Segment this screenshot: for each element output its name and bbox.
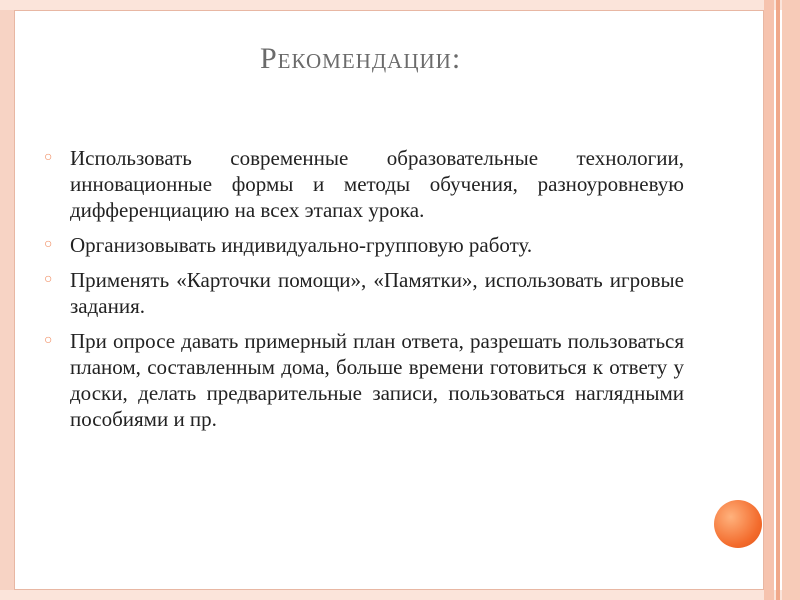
list-item-text: При опросе давать примерный план ответа, разрешать пользоваться планом, составленным дома, больше времени готовиться к ответу у доски, делать предварительные записи, пользоваться наглядными пособиями и пр. — [70, 329, 684, 431]
list-item-text: Использовать современные образовательные технологии, инновационные формы и методы обучения, разноуровневую дифференциацию на всех этапах урока. — [70, 146, 684, 222]
bullet-icon: ○ — [44, 333, 53, 348]
slide-title: Рекомендации: — [260, 42, 462, 75]
stripe — [776, 0, 780, 600]
top-border-decoration — [0, 0, 800, 10]
stripe — [764, 0, 774, 600]
list-item — [44, 267, 684, 319]
bottom-border-decoration — [0, 590, 800, 600]
list-item — [44, 145, 684, 223]
stripe — [782, 0, 800, 600]
list-item — [44, 328, 684, 432]
list-item-text: Применять «Карточки помощи», «Памятки», использовать игровые задания. — [70, 268, 684, 318]
left-border-decoration — [0, 0, 14, 600]
bullet-icon: ○ — [44, 272, 53, 287]
list-item — [44, 232, 684, 258]
bullet-icon: ○ — [44, 150, 53, 165]
orange-circle-icon — [714, 500, 762, 548]
bullet-icon: ○ — [44, 237, 53, 252]
list-item-text: Организовывать индивидуально-групповую работу. — [70, 233, 533, 257]
right-stripes-decoration — [764, 0, 800, 600]
bullet-list — [44, 145, 684, 441]
